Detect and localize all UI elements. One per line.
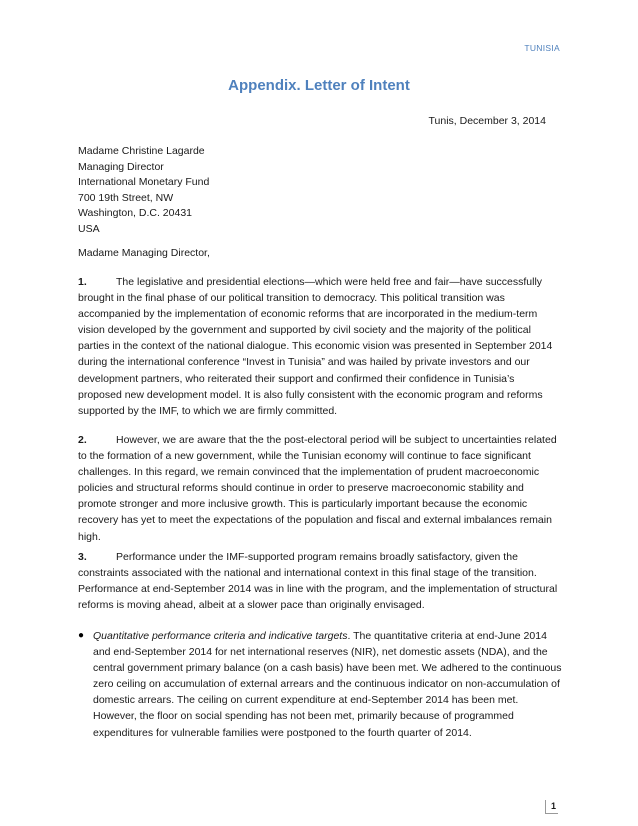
paragraph-2: [78, 432, 560, 545]
bullet-text: . The quantitative criteria at end-June 2014 and end-September 2014 for net international reserves (NIR), net domestic assets (NDA), and the central government primary balance (on a cash basis) have been met. We adhered to the continuous zero ceiling on accumulation of external arrears and the continuous indicator on non-accumulation of domestic arrears. The ceiling on current expenditure at end-September 2014 has been met. However, the floor on social spending has not been met, primarily because of programmed expenditures for vulnerable families were postponed to the fourth quarter of 2014.: [93, 630, 562, 739]
bullet-lead: Quantitative performance criteria and indicative targets: [93, 630, 348, 642]
paragraph-text: However, we are aware that the the post-electoral period will be subject to uncertainties related to the formation of a new government, while the Tunisian economy will continue to face significant challenges. In this regard, we remain convinced that the implementation of prudent macroeconomic policies and structural reforms should continue in order to preserve macroeconomic stability and promote stronger and more inclusive growth. This is particularly important because the economic recovery has yet to meet the expectations of the population and fiscal and external imbalances remain high.: [78, 434, 557, 543]
recipient-address: [78, 144, 209, 238]
page-number: 1: [545, 800, 558, 814]
paragraph-number: 3.: [78, 551, 87, 563]
paragraph-text: Performance under the IMF-supported program remains broadly satisfactory, given the constraints associated with the national and international context in this final stage of the transition. Performance at end-September 2014 was in line with the program, and the implementation of structural reforms is moving ahead, albeit at a slower pace than originally envisaged.: [78, 551, 558, 612]
paragraph-number: 2.: [78, 434, 87, 446]
address-line: USA: [78, 222, 100, 235]
address-line: Managing Director: [78, 160, 164, 173]
paragraph-3: [78, 549, 560, 613]
address-line: Madame Christine Lagarde: [78, 145, 205, 157]
address-line: 700 19th Street, NW: [78, 191, 174, 204]
address-line: Washington, D.C. 20431: [78, 207, 193, 220]
running-header-country: TUNISIA: [524, 43, 560, 53]
salutation: Madame Managing Director,: [78, 247, 210, 259]
bullet-item: [78, 628, 564, 741]
bullet-dot-icon: ●: [78, 630, 85, 641]
address-line: International Monetary Fund: [78, 176, 210, 189]
paragraph-text: The legislative and presidential elections—which were held free and fair—have successfully brought in the final phase of our political transition to democracy. This political transition was accompanied by the implementation of economic reforms that are incorporated in the medium-term vision developed by the government and supported by civil society and the majority of the political parties in the context of the national dialogue. This economic vision was presented in September 2014 during the international conference “Invest in Tunisia” and was hailed by private investors and our development partners, who reiterated their support and confirmed their confidence in Tunisia’s proposed new development model. It is also fully consistent with the economic program and reforms supported by the IMF, to which we are firmly committed.: [78, 276, 553, 417]
page-title: Appendix. Letter of Intent: [228, 77, 410, 94]
letter-date: Tunis, December 3, 2014: [428, 115, 546, 127]
paragraph-number: 1.: [78, 276, 87, 288]
bullet-body: [93, 628, 564, 741]
paragraph-1: [78, 274, 560, 419]
